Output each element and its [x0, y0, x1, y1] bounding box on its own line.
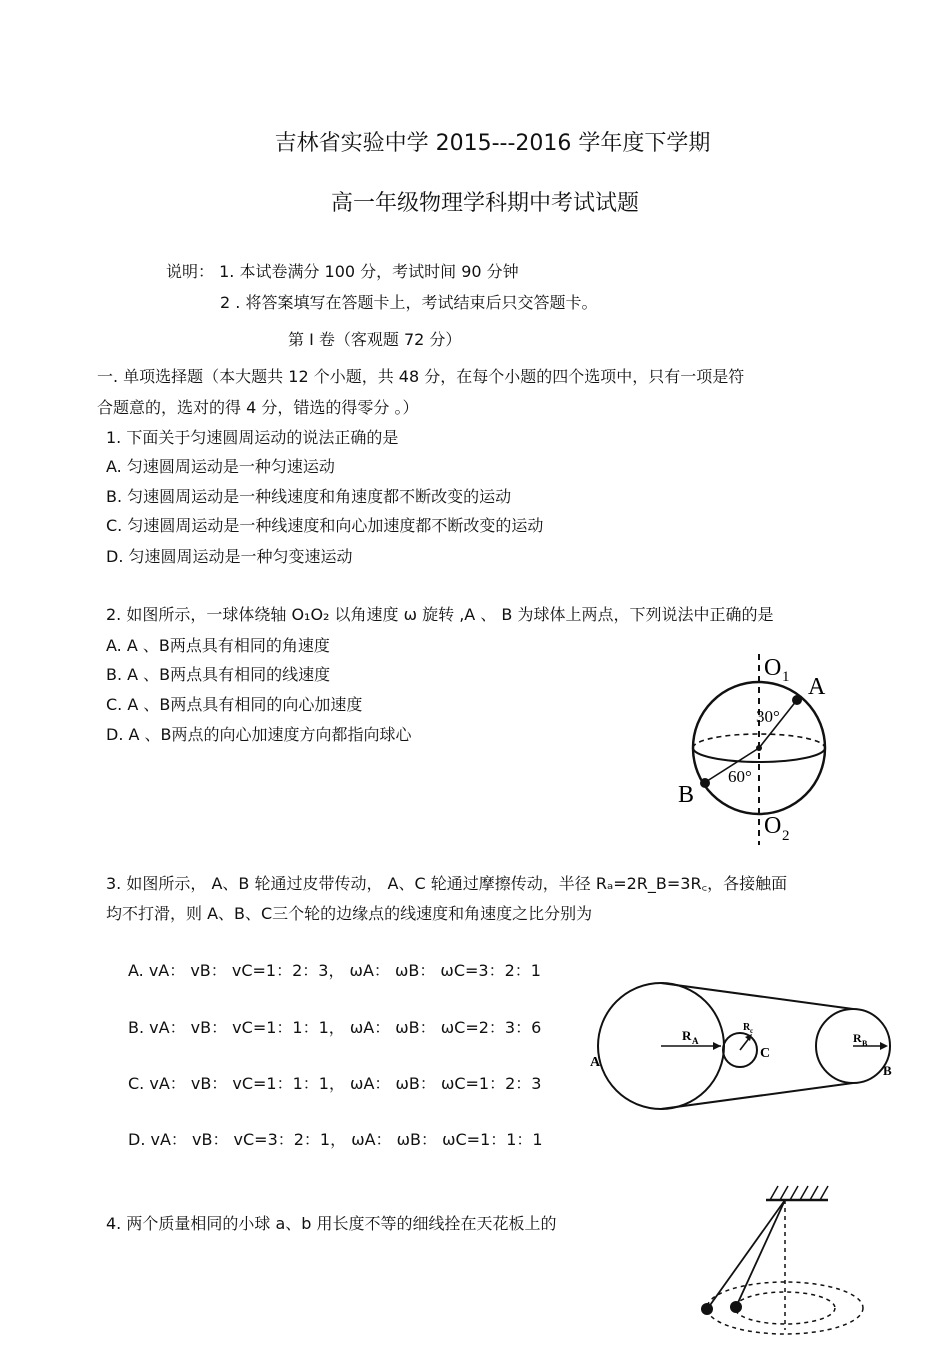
- question-2-option-a: A. A 、B两点具有相同的角速度: [106, 636, 330, 655]
- question-1-stem: 1. 下面关于匀速圆周运动的说法正确的是: [106, 428, 399, 447]
- axis-label-o2: O: [764, 813, 782, 839]
- ball-b: [730, 1301, 742, 1313]
- point-a-dot: [792, 695, 802, 705]
- axis-label-o2-sub: 2: [782, 828, 790, 844]
- question-1-option-a: A. 匀速圆周运动是一种匀速运动: [106, 457, 335, 476]
- question-3-option-c: C. vA： vB： vC=1：1：1， ωA： ωB： ωC=1：2：3: [128, 1074, 542, 1093]
- question-3-option-b: B. vA： vB： vC=1：1：1， ωA： ωB： ωC=2：3：6: [128, 1018, 542, 1037]
- point-b-dot: [700, 778, 710, 788]
- question-3-option-a: A. vA： vB： vC=1：2：3， ωA： ωB： ωC=3：2：1: [128, 961, 541, 980]
- section-intro-line1: 一. 单项选择题（本大题共 12 个小题，共 48 分，在每个小题的四个选项中，只有一项是符: [97, 367, 745, 386]
- radius-b-label: R: [853, 1031, 862, 1045]
- point-a-label: A: [808, 674, 826, 700]
- question-2-option-c: C. A 、B两点具有相同的向心加速度: [106, 695, 363, 714]
- axis-label-o1-sub: 1: [782, 669, 790, 685]
- angle-30-label: 30°: [756, 707, 780, 726]
- axis-label-o1: O: [764, 655, 782, 681]
- radius-a-sub: A: [692, 1036, 699, 1046]
- exam-title-line2: 高一年级物理学科期中考试试题: [330, 191, 639, 216]
- question-3-stem-line2: 均不打滑，则 A、B、C三个轮的边缘点的线速度和角速度之比分别为: [106, 904, 593, 923]
- exam-title-line1: 吉林省实验中学 2015---2016 学年度下学期: [274, 131, 711, 156]
- question-3-option-d: D. vA： vB： vC=3：2：1， ωA： ωB： ωC=1：1：1: [128, 1130, 543, 1149]
- part-title: 第 I 卷（客观题 72 分）: [288, 330, 462, 349]
- question-1-option-d: D. 匀速圆周运动是一种匀变速运动: [106, 547, 353, 566]
- question-1-option-b: B. 匀速圆周运动是一种线速度和角速度都不断改变的运动: [106, 487, 512, 506]
- radius-a-label: R: [682, 1028, 692, 1043]
- instruction-note-2: 2 . 将答案填写在答题卡上，考试结束后只交答题卡。: [220, 293, 598, 312]
- question-3-stem-line1: 3. 如图所示， A、B 轮通过皮带传动， A、C 轮通过摩擦传动，半径 Rₐ=2R_B=3R꜀，各接触面: [106, 874, 788, 893]
- radius-b-sub: B: [862, 1039, 868, 1048]
- ball-a: [701, 1303, 713, 1315]
- sphere-rotation-figure: [672, 650, 852, 850]
- question-2-option-d: D. A 、B两点的向心加速度方向都指向球心: [106, 725, 412, 744]
- wheel-b-label: B: [883, 1063, 892, 1078]
- conical-pendulum-figure: [688, 1180, 868, 1351]
- question-2-stem: 2. 如图所示，一球体绕轴 O₁O₂ 以角速度 ω 旋转 ,A 、 B 为球体上两点，下列说法中正确的是: [106, 605, 774, 624]
- question-2-option-b: B. A 、B两点具有相同的线速度: [106, 665, 331, 684]
- question-1-option-c: C. 匀速圆周运动是一种线速度和向心加速度都不断改变的运动: [106, 516, 544, 535]
- section-intro-line2: 合题意的，选对的得 4 分，错选的得零分 。）: [97, 398, 419, 417]
- instruction-note-1: 说明： 1. 本试卷满分 100 分，考试时间 90 分钟: [166, 262, 519, 281]
- wheel-a-label: A: [590, 1055, 601, 1070]
- radius-c-label: R: [743, 1022, 751, 1033]
- belt-drive-figure: [585, 978, 900, 1113]
- angle-60-label: 60°: [728, 767, 752, 786]
- point-b-label: B: [678, 782, 695, 808]
- radius-c-sub: c: [750, 1027, 754, 1035]
- wheel-c-label: C: [760, 1046, 771, 1061]
- question-4-stem: 4. 两个质量相同的小球 a、b 用长度不等的细线拴在天花板上的: [106, 1214, 557, 1233]
